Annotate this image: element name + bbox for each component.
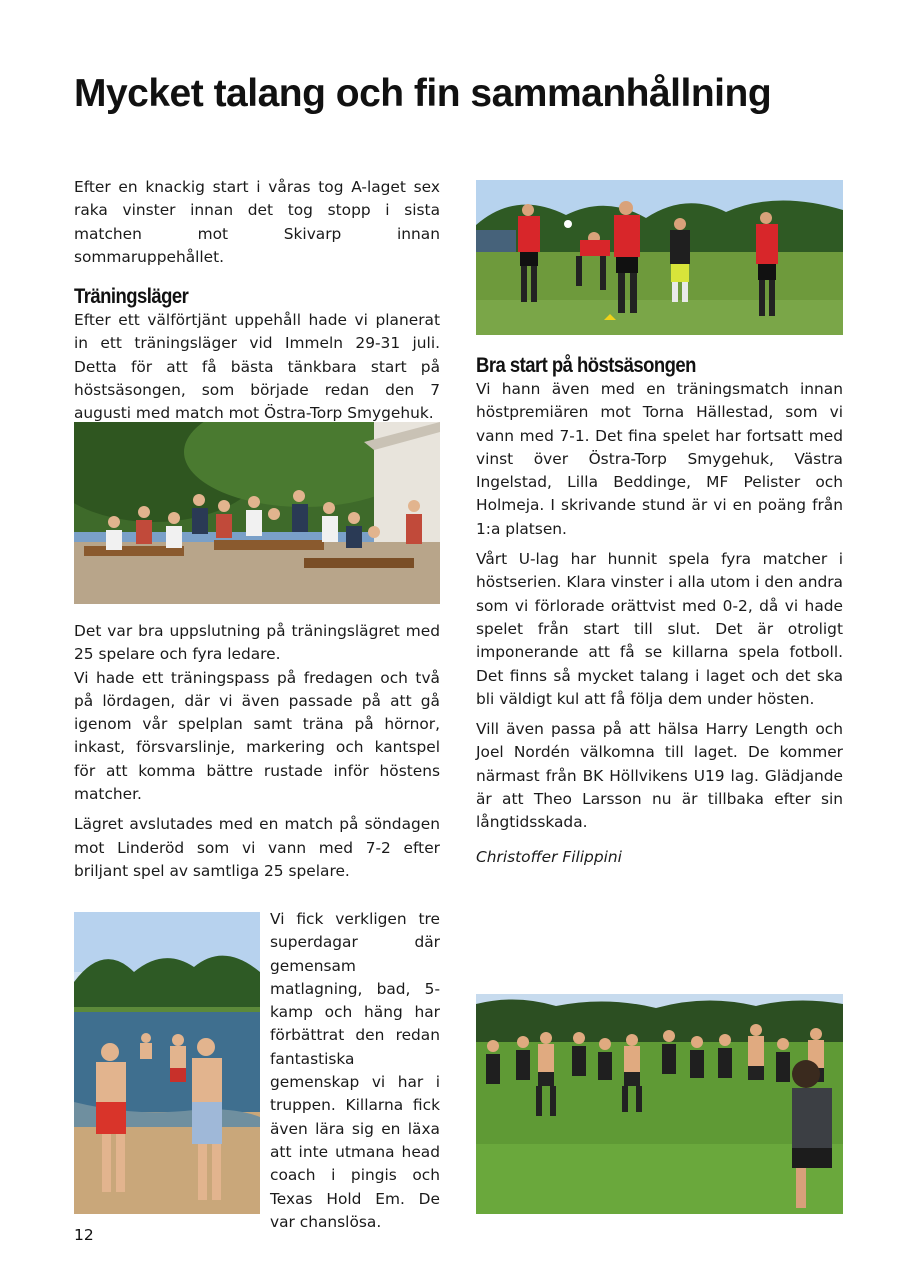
photo-field-exercise bbox=[476, 994, 843, 1214]
section1-paragraph-2: Det var bra uppslutning på träningslägret med 25 spelare och fyra ledare. bbox=[74, 622, 440, 664]
section1-paragraph-3: Vi hade ett träningspass på fredagen och två på lördagen, där vi även passade på att gå igenom vår spelplan samt träna på hörnor, inkast, försvarslinje, markering och kantspel för att komma bättre rustade inför höstens matcher. bbox=[74, 668, 440, 804]
photo-lake-swim bbox=[74, 912, 260, 1214]
left-column bbox=[74, 176, 440, 426]
section1-paragraph-4: Lägret avslutades med en match på söndagen mot Linderöd som vi vann med 7-2 efter briljant spel av samtliga 25 spelare. bbox=[74, 815, 440, 880]
section-heading-traningslager: Träningsläger bbox=[74, 285, 189, 309]
right-column bbox=[476, 354, 843, 866]
page-number: 12 bbox=[74, 1226, 94, 1244]
section1-paragraph-1: Efter ett välförtjänt uppehåll hade vi planerat in ett träningsläger vid Immeln 29-31 juli. Detta för att få bästa tänkbara start på höstsäsongen, som började redan den 7 augusti med match mot Östra-Torp Smygehuk. bbox=[74, 311, 440, 423]
section2-paragraph-1: Vi hann även med en träningsmatch innan höstpremiären mot Torna Hällestad, som vi vann med 7-1. Det fina spelet har fortsatt med vinst över Östra-Torp Smygehuk, Västra Ingelstad, Lilla Beddinge, MF Pelister och Holmeja. I skrivande stund är vi en poäng från 1:a platsen. bbox=[476, 380, 843, 538]
lake-caption-text bbox=[270, 908, 440, 1234]
section2-paragraph-3: Vill även passa på att hälsa Harry Length och Joel Nordén välkomna till laget. De kommer närmast från BK Höllvikens U19 lag. Glädjande är att Theo Larsson nu är tillbaka efter sin långtidsskada. bbox=[476, 720, 843, 832]
left-column-middle bbox=[74, 620, 440, 883]
section2-paragraph-2: Vårt U-lag har hunnit spela fyra matcher i höstserien. Klara vinster i alla utom i den andra som vi förlorade orättvist med 0-2, då vi hade spelet från start till slut. Det är otroligt imponerande att få se killarna spela fotboll. Det finns så mycket talang i laget och det ska bli väldigt kul att få följa dem under hösten. bbox=[476, 550, 843, 708]
page-title: Mycket talang och fin sammanhållning bbox=[74, 72, 772, 115]
section1-paragraph-5: Vi fick verkligen tre superdagar där gemensam matlagning, bad, 5-kamp och häng har förbättrat den redan fantastiska gemenskap vi har i truppen. Killarna fick även lära sig en läxa att inte utmana head coach i pingis och Texas Hold Em. De var chanslösa. bbox=[270, 910, 440, 1231]
photo-football-training bbox=[476, 180, 843, 335]
intro-paragraph: Efter en knackig start i våras tog A-laget sex raka vinster innan det tog stopp i sista matchen mot Skivarp innan sommaruppehållet. bbox=[74, 178, 440, 266]
author-signature: Christoffer Filippini bbox=[476, 847, 622, 866]
photo-camp-group bbox=[74, 422, 440, 604]
section-heading-bra-start: Bra start på höstsäsongen bbox=[476, 354, 696, 377]
